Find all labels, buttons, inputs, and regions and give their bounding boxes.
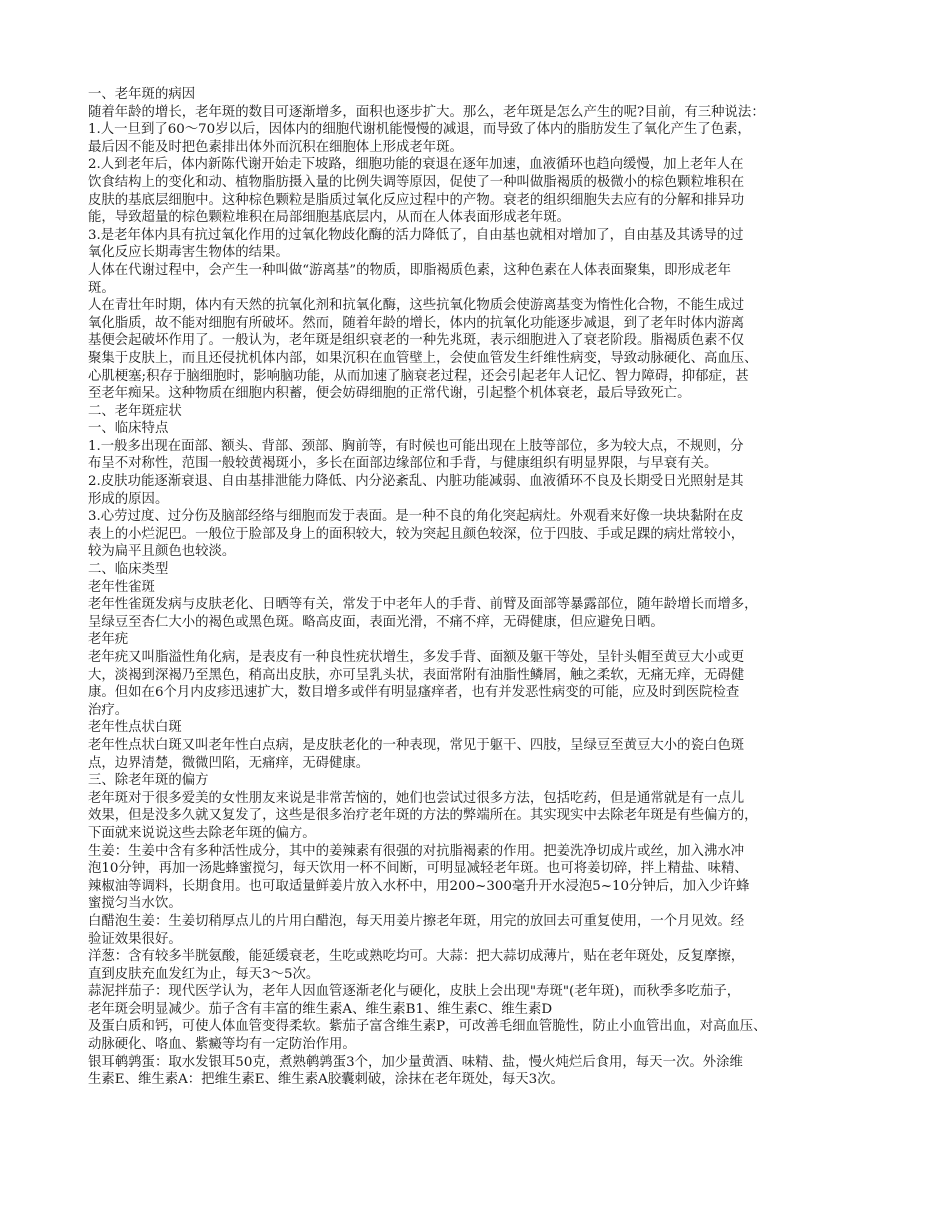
text-line: 蜜搅匀当水饮。 — [88, 896, 182, 912]
text-line: 3.心劳过度、过分伤及脑部经络与细胞而发于表面。是一种不良的角化突起病灶。外观看来好像一块块黏附在皮 — [88, 509, 744, 525]
text-line: 一、老年斑的病因 — [88, 87, 196, 102]
text-line: 能，导致超量的棕色颗粒堆积在局部细胞基底层内，从而在人体表面形成老年斑。 — [88, 210, 571, 226]
text-line: 饮食结构上的变化和动、植物脂肪摄入量的比例失调等原因，促使了一种叫做脂褐质的极微小的棕色颗粒堆积在 — [88, 174, 745, 190]
text-line: 生姜：生姜中含有多种活性成分，其中的姜辣素有很强的对抗脂褐素的作用。把姜洗净切成片或丝，加入沸水冲 — [88, 843, 745, 859]
text-line: 3.是老年体内具有抗过氧化作用的过氧化物歧化酶的活力降低了，自由基也就相对增加了，自由基及其诱导的过 — [88, 227, 744, 243]
text-line: 心肌梗塞;积存于脑细胞时，影响脑功能，从而加速了脑衰老过程，还会引起老年人记忆、智力障碍，抑郁症，甚 — [88, 368, 749, 384]
text-line: 老年斑对于很多爱美的女性朋友来说是非常苦恼的，她们也尝试过很多方法，包括吃药，但是通常就是有一点儿 — [88, 790, 745, 806]
text-line: 基便会起破坏作用了。一般认为，老年斑是组织衰老的一种先兆斑，表示细胞进入了衰老阶段。脂褐质色素不仅 — [88, 333, 745, 349]
text-line: 动脉硬化、咯血、紫癜等均有一定防治作用。 — [88, 1037, 356, 1053]
text-line: 人体在代谢过程中，会产生一种叫做“游离基”的物质，即脂褐质色素，这种色素在人体表面聚集，即形成老年 — [88, 262, 732, 278]
text-line: 治疗。 — [88, 702, 129, 718]
text-line: 1.人一旦到了60～70岁以后，因体内的细胞代谢机能慢慢的减退，而导致了体内的脂肪发生了氧化产生了色素， — [88, 122, 751, 138]
text-line: 老年斑会明显减少。茄子含有丰富的维生素A、维生素B1、维生素C、维生素D — [88, 1001, 553, 1017]
text-line: 白醋泡生姜：生姜切稍厚点儿的片用白醋泡，每天用姜片擦老年斑，用完的放回去可重复使用，一个月见效。经 — [88, 913, 745, 929]
text-line: 氧化脂质，故不能对细胞有所破坏。然而，随着年龄的增长，体内的抗氧化功能逐步减退，到了老年时体内游离 — [88, 315, 745, 331]
text-line: 验证效果很好。 — [88, 931, 182, 947]
text-line: 康。但如在6个月内皮疹迅速扩大，数目增多或伴有明显瘙痒者，也有并发恶性病变的可能，应及时到医院检查 — [88, 685, 740, 701]
text-line: 老年性点状白斑 — [88, 720, 182, 736]
text-line: 效果，但是没多久就又复发了，这些是很多治疗老年斑的方法的弊端所在。其实现实中去除老年斑是有些偏方的， — [88, 808, 758, 824]
text-line: 2.皮肤功能逐渐衰退、自由基排泄能力降低、内分泌紊乱、内脏功能减弱、血液循环不良及长期受日光照射是其 — [88, 474, 744, 490]
text-line: 至老年痴呆。这种物质在细胞内积蓄，便会妨碍细胞的正常代谢，引起整个机体衰老，最后导致死亡。 — [88, 386, 691, 402]
text-line: 一、临床特点 — [88, 421, 169, 437]
text-line: 斑。 — [88, 280, 115, 296]
text-line: 二、临床类型 — [88, 562, 169, 578]
text-line: 及蛋白质和钙，可使人体血管变得柔软。紫茄子富含维生素P，可改善毛细血管脆性，防止小血管出血，对高血压、 — [88, 1019, 767, 1035]
text-line: 氧化反应长期毒害生物体的结果。 — [88, 245, 289, 261]
text-line: 点，边界清楚，微微凹陷，无痛痒，无碍健康。 — [88, 755, 370, 771]
text-line: 最后因不能及时把色素排出体外而沉积在细胞体上形成老年斑。 — [88, 139, 463, 155]
text-line: 老年性点状白斑又叫老年性白点病，是皮肤老化的一种表现，常见于躯干、四肢，呈绿豆至黄豆大小的瓷白色斑 — [88, 737, 745, 753]
document-body — [88, 86, 868, 1089]
text-line: 三、除老年斑的偏方 — [88, 773, 209, 789]
text-line: 随着年龄的增长，老年斑的数目可逐渐增多，面积也逐步扩大。那么，老年斑是怎么产生的呢?目前，有三种说法： — [88, 104, 765, 120]
text-line: 老年性雀斑发病与皮肤老化、日晒等有关，常发于中老年人的手背、前臂及面部等暴露部位，随年龄增长而增多， — [88, 597, 758, 613]
text-line: 泡10分钟，再加一汤匙蜂蜜搅匀，每天饮用一杯不间断，可明显减轻老年斑。也可将姜切碎，拌上精盐、味精、 — [88, 861, 748, 877]
text-line: 老年疣又叫脂溢性角化病，是表皮有一种良性疣状增生，多发手背、面额及躯干等处，呈针头帽至黄豆大小或更 — [88, 650, 745, 665]
text-line: 老年疣 — [88, 632, 129, 648]
text-line: 形成的原因。 — [88, 491, 169, 507]
text-line: 表上的小烂泥巴。一般位于脸部及身上的面积较大，较为突起且颜色较深，位于四肢、手或足踝的病灶常较小， — [88, 526, 745, 542]
text-line: 2.人到老年后，体内新陈代谢开始走下坡路，细胞功能的衰退在逐年加速，血液循环也趋向缓慢，加上老年人在 — [88, 157, 744, 173]
text-line: 1.一般多出现在面部、额头、背部、颈部、胸前等，有时候也可能出现在上肢等部位，多为较大点，不规则，分 — [88, 438, 744, 454]
text-line: 聚集于皮肤上，而且还侵扰机体内部，如果沉积在血管壁上，会使血管发生纤维性病变，导致动脉硬化、高血压、 — [88, 350, 758, 366]
text-line: 二、老年斑症状 — [88, 403, 182, 419]
text-line: 下面就来说说这些去除老年斑的偏方。 — [88, 825, 316, 841]
text-line: 呈绿豆至杏仁大小的褐色或黑色斑。略高皮面，表面光滑，不痛不痒，无碍健康，但应避免日晒。 — [88, 614, 664, 630]
text-line: 老年性雀斑 — [88, 579, 155, 595]
text-line: 蒜泥拌茄子：现代医学认为，老年人因血管逐渐老化与硬化，皮肤上会出现"寿斑"(老年斑)，而秋季多吃茄子， — [88, 984, 741, 1000]
text-line: 辣椒油等调料，长期食用。也可取适量鲜姜片放入水杯中，用200~300毫升开水浸泡5~10分钟后，加入少许蜂 — [88, 878, 750, 894]
text-line: 大，淡褐到深褐乃至黑色，稍高出皮肤，亦可呈乳头状，表面常附有油脂性鳞屑，触之柔软，无痛无痒，无碍健 — [88, 667, 745, 683]
text-line: 直到皮肤充血发红为止，每天3～5次。 — [88, 966, 320, 982]
text-line: 较为扁平且颜色也较淡。 — [88, 544, 236, 560]
text-line: 人在青壮年时期，体内有天然的抗氧化剂和抗氧化酶，这些抗氧化物质会使游离基变为惰性化合物，不能生成过 — [88, 298, 745, 314]
text-line: 生素E、维生素A：把维生素E、维生素A胶囊刺破，涂抹在老年斑处，每天3次。 — [88, 1072, 564, 1088]
text-line: 洋葱：含有较多半胱氨酸，能延缓衰老，生吃或熟吃均可。大蒜：把大蒜切成薄片，贴在老年斑处，反复摩擦， — [88, 949, 745, 965]
text-line: 银耳鹌鹑蛋：取水发银耳50克，煮熟鹌鹑蛋3个，加少量黄酒、味精、盐，慢火炖烂后食用，每天一次。外涂维 — [88, 1054, 743, 1070]
text-line: 皮肤的基底层细胞中。这种棕色颗粒是脂质过氧化反应过程中的产物。衰老的组织细胞失去应有的分解和排异功 — [88, 192, 745, 208]
text-line: 布呈不对称性，范围一般较黄褐斑小，多长在面部边缘部位和手背，与健康组织有明显界限，与早衰有关。 — [88, 456, 718, 472]
